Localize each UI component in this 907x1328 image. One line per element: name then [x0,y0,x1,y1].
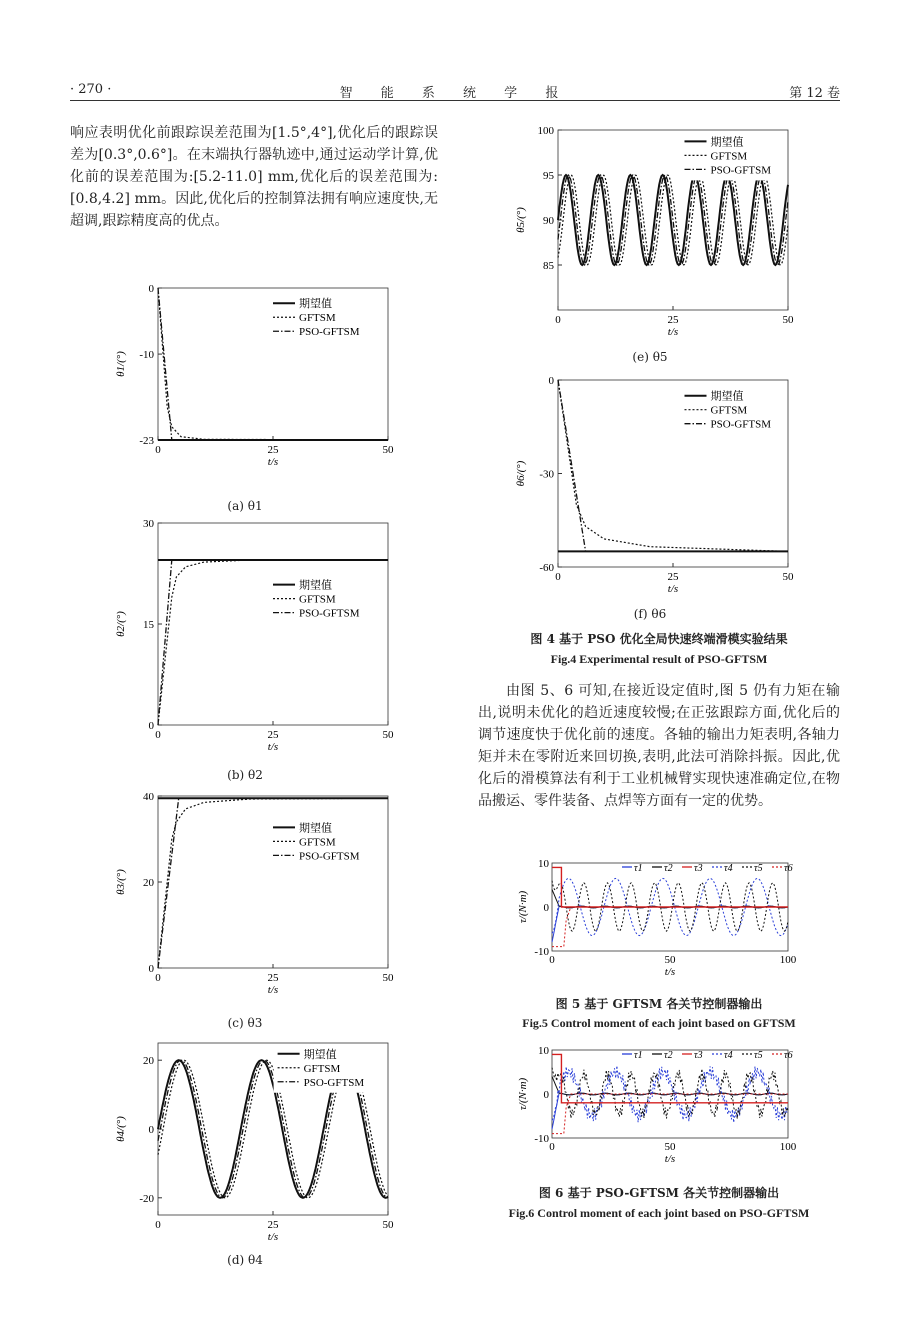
y-tick-label: 0 [148,1124,154,1136]
torque-series-line [552,907,788,947]
chart-a [100,280,400,470]
torque-series-line [552,906,788,942]
legend-label: PSO-GFTSM [710,418,772,431]
y-axis-label: θ6/(°) [515,460,527,487]
x-axis-label: t/s [267,456,279,468]
legend-label: τ4 [724,1050,733,1061]
legend-label: τ2 [664,863,673,874]
y-tick-label: 95 [543,170,554,182]
y-tick-label: 0 [548,375,554,387]
subplot-f [500,372,800,597]
x-axis-label: t/s [667,583,679,595]
legend-label: GFTSM [299,836,336,849]
fig4-caption-cn: 图 4 基于 PSO 优化全局快速终端滑模实验结果 [530,632,788,646]
torque-series-line [552,889,788,908]
caption-d: (d) θ4 [227,1253,263,1267]
y-axis-label: τ/(N·m) [517,890,529,924]
legend-label: GFTSM [710,404,748,417]
x-tick-label: 0 [555,571,561,583]
legend-label: τ3 [694,1050,703,1061]
y-tick-label: 0 [148,283,154,295]
journal-name: 智 能 系 统 学 报 [339,86,571,101]
legend-label: GFTSM [299,593,336,606]
y-tick-label: -60 [539,562,554,574]
x-tick-label: 0 [155,729,161,741]
x-tick-label: 50 [782,571,794,583]
x-tick-label: 0 [555,314,561,326]
y-axis-label: θ2/(°) [115,611,127,637]
x-tick-label: 50 [382,444,394,456]
caption-f: (f) θ6 [633,607,667,621]
x-axis-label: t/s [267,741,279,753]
subplot-c [100,788,400,998]
x-axis-label: t/s [664,966,676,978]
y-axis-label: θ5/(°) [515,207,527,233]
left-paragraph: 响应表明优化前跟踪误差范围为[1.5°,4°],优化后的跟踪误差为[0.3°,0.6°]。在末端执行器轨迹中,通过运动学计算,优化前的误差范围为:[5.2-11.0] mm,优化后的误差范围为:[0.8,4.2] mm。因此,优化后的控制算法拥有响应速度快,无超调,跟踪精度高的优点。 [70,125,438,229]
fig5-caption-cn: 图 5 基于 GFTSM 各关节控制器输出 [555,997,763,1011]
plot-frame [158,523,388,725]
x-tick-label: 25 [667,314,679,326]
x-tick-label: 0 [549,1141,555,1153]
legend-label: 期望值 [303,1048,337,1061]
x-axis-label: t/s [667,326,679,338]
y-tick-label: -23 [139,435,154,447]
legend-label: τ2 [664,1050,673,1061]
y-tick-label: 10 [538,1045,549,1057]
legend-label: PSO-GFTSM [710,164,772,177]
right-paragraph: 由图 5、6 可知,在接近设定值时,图 5 仍有力矩在输出,说明未优化的趋近速度较慢;在正弦跟踪方面,优化后的调节速度快于优化前的速度。各轴的输出力矩表明,各轴力矩并未在零附近来回切换,表明,此法可消除抖振。因此,优化后的滑模算法有利于工业机械臂实现快速准确定位,在物品搬运、零件装备、点焊等方面有一定的优势。 [478,683,840,809]
chart-b [100,515,400,755]
x-tick-label: 50 [382,729,394,741]
legend-label: 期望值 [710,390,744,403]
x-axis-label: t/s [267,984,279,996]
x-tick-label: 50 [664,954,676,966]
legend-label: 期望值 [299,822,332,835]
x-tick-label: 25 [667,571,679,583]
y-tick-label: 0 [543,1089,549,1101]
y-tick-label: 0 [148,963,154,975]
x-tick-label: 0 [549,954,555,966]
volume: 第 12 卷 [789,86,840,101]
torque-series-line [552,881,788,932]
x-tick-label: 0 [155,444,161,456]
subplot-e [500,122,800,340]
legend-label: τ1 [634,863,643,874]
legend-label: PSO-GFTSM [303,1076,365,1089]
x-tick-label: 50 [382,1219,394,1231]
legend-label: τ6 [784,1050,793,1061]
legend-label: GFTSM [303,1062,341,1075]
y-tick-label: 40 [143,791,154,803]
y-tick-label: 20 [143,877,154,889]
y-tick-label: 15 [143,619,154,631]
caption-b: (b) θ2 [227,768,263,782]
y-tick-label: 20 [143,1055,154,1068]
y-tick-label: 0 [148,720,154,732]
y-tick-label: 85 [543,260,554,272]
torque-chart [508,1040,798,1168]
x-tick-label: 100 [779,1141,797,1153]
y-axis-label: τ/(N·m) [517,1077,529,1111]
y-tick-label: 10 [538,858,549,870]
page-number: · 270 · [70,82,112,97]
legend-label: τ6 [784,863,793,874]
subplot-a [100,280,400,470]
fig6-caption-en: Fig.6 Control moment of each joint based on PSO-GFTSM [508,1206,810,1220]
legend-label: GFTSM [710,150,748,163]
legend-label: PSO-GFTSM [299,850,360,863]
y-tick-label: 0 [543,902,549,914]
legend-label: τ1 [634,1050,643,1061]
caption-a: (a) θ1 [227,499,263,513]
torque-series-line [552,1068,788,1119]
chart-f [500,372,800,597]
fig4-caption-en: Fig.4 Experimental result of PSO-GFTSM [550,652,768,666]
x-tick-label: 50 [382,972,394,984]
y-axis-label: θ1/(°) [115,351,127,377]
caption-c: (c) θ3 [227,1016,263,1030]
y-tick-label: 30 [143,518,154,530]
torque-series-line [552,1093,788,1129]
subplot-d [100,1035,400,1245]
chart-d [100,1035,400,1245]
x-tick-label: 50 [664,1141,676,1153]
y-axis-label: θ3/(°) [115,869,127,895]
x-axis-label: t/s [267,1231,279,1243]
caption-e: (e) θ5 [632,350,668,364]
legend-label: 期望值 [710,136,744,149]
subplot-b [100,515,400,755]
fig5-caption-en: Fig.5 Control moment of each joint based on GFTSM [522,1016,796,1030]
legend-label: 期望值 [299,579,332,592]
legend-label: τ5 [754,863,763,874]
chart-c [100,788,400,998]
y-tick-label: 90 [543,215,554,227]
y-axis-label: θ4/(°) [115,1116,127,1142]
legend-label: PSO-GFTSM [299,326,360,339]
x-tick-label: 25 [267,1219,279,1231]
torque-plot-fig6 [508,1040,798,1168]
y-tick-label: -10 [139,349,154,362]
legend-label: τ5 [754,1050,763,1061]
x-tick-label: 0 [155,1219,161,1231]
fig6-caption-cn: 图 6 基于 PSO-GFTSM 各关节控制器输出 [538,1186,780,1200]
y-tick-label: -10 [534,946,549,958]
legend-label: 期望值 [299,298,332,311]
legend-label: τ3 [694,863,703,874]
torque-chart [508,853,798,981]
legend-label: GFTSM [299,312,336,325]
legend-label: τ4 [724,863,733,874]
series-line-3 [558,175,788,265]
x-tick-label: 0 [155,972,161,984]
y-tick-label: -30 [539,468,554,481]
x-tick-label: 100 [779,954,797,966]
x-tick-label: 25 [267,729,279,741]
x-tick-label: 25 [267,972,279,984]
y-tick-label: 100 [537,125,554,137]
torque-plot-fig5 [508,853,798,981]
y-tick-label: -20 [139,1192,154,1205]
running-header [70,80,840,101]
x-axis-label: t/s [664,1153,676,1165]
legend-label: PSO-GFTSM [299,607,360,620]
x-tick-label: 25 [267,444,279,456]
x-tick-label: 50 [782,314,794,326]
chart-e [500,122,800,340]
y-tick-label: -10 [534,1133,549,1145]
